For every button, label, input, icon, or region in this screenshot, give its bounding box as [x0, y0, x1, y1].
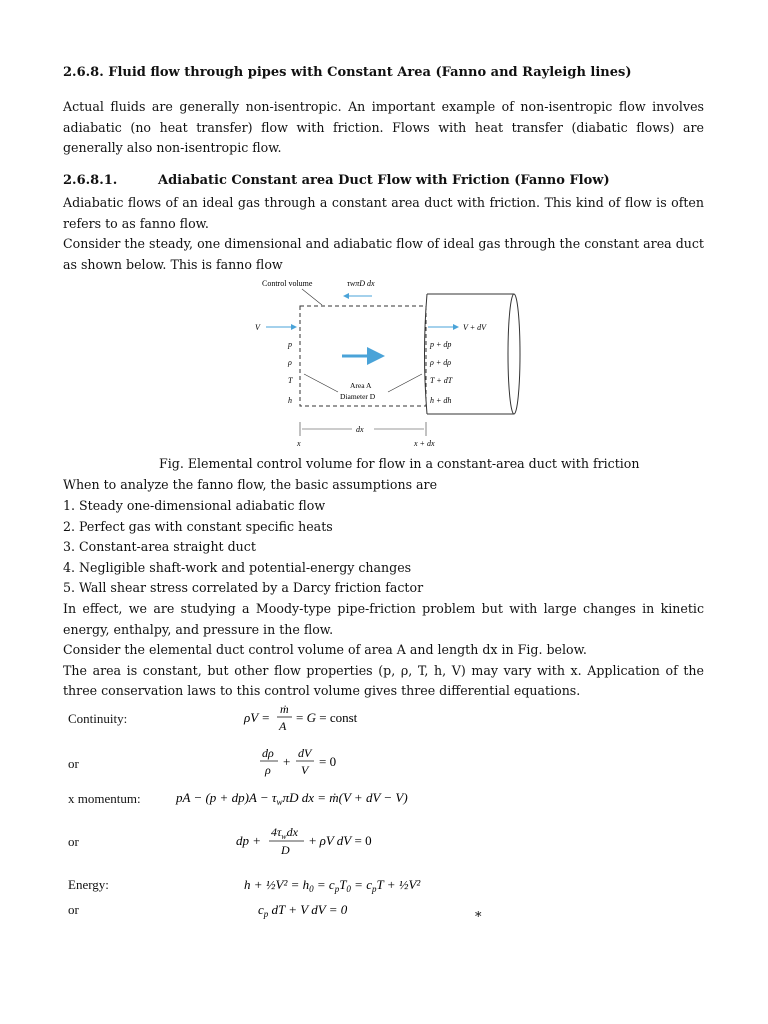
continuity-differential [260, 746, 336, 777]
outlet-h-label: h + dh [430, 396, 452, 405]
continuity-label: Continuity: [68, 711, 128, 726]
list-item: 3. Constant-area straight duct [63, 539, 256, 555]
svg-text:h + ½V² = h0 = cpT0 = cpT + ½V: h + ½V² = $h_0 = c_pT_0 = c_pT$ + ½V² [244, 877, 421, 894]
subsection-number: 2.6.8.1. [63, 173, 118, 188]
duct-end-ellipse [508, 294, 520, 414]
list-item: 1. Steady one-dimensional adiabatic flow [63, 498, 326, 513]
intro-paragraph: Actual fluids are generally non-isentropic. An important example of non-isentropic flow involves adiabatic (no heat transfer) flow with friction. Flows with heat transfer (diabatic flows) are generally also non-isentropic flow. [63, 99, 704, 156]
outlet-p-label: p + dp [430, 340, 452, 349]
area-leader-left [304, 374, 338, 392]
diameter-label: Diameter D [340, 392, 376, 401]
svg-text:= 0: = 0 [319, 754, 337, 769]
fanno-paragraphs [63, 193, 704, 275]
svg-text:cp dT + V dV = 0: $c_p$ dT + V dV = 0 [258, 902, 348, 919]
shear-label: τwπD dx [347, 279, 375, 288]
energy-label: Energy: [68, 877, 109, 892]
svg-text:pA − (p + dp)A − τwπD dx = ṁ(V: pA − $(p + dp)A - \tau_w\pi D$ dx = ṁ(V + dV − V) [176, 790, 408, 807]
duct-left-edge [425, 294, 428, 414]
momentum-equation [175, 790, 408, 807]
assumptions-list [63, 496, 423, 599]
list-item: 2. Perfect gas with constant specific heats [63, 518, 333, 534]
moody-paragraphs [63, 599, 704, 702]
paragraph-consider: Consider the elemental duct control volume of area A and length dx in Fig. below. [63, 642, 587, 658]
control-volume-figure [252, 274, 522, 454]
control-volume-label: Control volume [262, 279, 313, 288]
or-label-2: or [68, 834, 79, 849]
svg-text:dV: dV [298, 746, 312, 760]
list-item: 4. Negligible shaft-work and potential-energy changes [63, 559, 412, 575]
svg-text:= G = const: = G = const [296, 710, 358, 725]
svg-text:+ ρV dV = 0: + ρV dV = 0 [309, 833, 372, 848]
energy-equation [244, 877, 421, 894]
svg-text:ρ: ρ [265, 763, 271, 777]
or-label-3: or [68, 902, 79, 917]
inlet-t-label: T [288, 376, 293, 385]
section-heading: 2.6.8. Fluid flow through pipes with Constant Area (Fanno and Rayleigh lines) [63, 65, 632, 80]
svg-text:D: D [281, 843, 290, 857]
x-dx-label: x + dx [414, 439, 435, 448]
inlet-rho-label: ρ [288, 358, 292, 367]
x-label: x [297, 439, 301, 448]
svg-text:ṁ: ṁ [280, 702, 289, 716]
dx-label: dx [356, 425, 364, 434]
continuity-equation [243, 702, 358, 733]
area-label: Area A [350, 381, 372, 390]
inlet-h-label: h [288, 396, 292, 405]
control-volume-leader [302, 289, 322, 305]
outlet-t-label: T + dT [430, 376, 453, 385]
svg-text:A: A [279, 719, 287, 733]
area-leader-right [388, 374, 422, 392]
footnote-mark: * [475, 910, 482, 925]
outlet-v-label: V + dV [463, 323, 487, 332]
fanno-paragraph-1: Adiabatic flows of an ideal gas through a constant area duct with friction. This kind of flow is often refers to as fanno flow. [63, 195, 704, 231]
or-label-1: or [68, 756, 79, 771]
equations-svg [66, 702, 526, 932]
svg-text:V: V [301, 763, 309, 777]
paragraph-area: The area is constant, but other flow properties (p, ρ, T, h, V) may vary with x. Application of the three conservation laws to this control volume gives three differential equations. [63, 662, 704, 699]
svg-text:4τwdx: $4\tau_wdx$ [271, 825, 298, 841]
svg-text:ρV =: ρV = [244, 710, 270, 725]
list-item: 5. Wall shear stress correlated by a Darcy friction factor [63, 580, 424, 596]
inlet-p-label: p [288, 340, 292, 349]
svg-text:dp +: dp + [236, 833, 262, 848]
energy-differential [258, 902, 348, 919]
svg-text:+: + [283, 754, 291, 769]
assumptions-intro: When to analyze the fanno flow, the basic assumptions are [63, 477, 438, 492]
subsection-heading [63, 173, 610, 188]
subsection-title: Adiabatic Constant area Duct Flow with Friction (Fanno Flow) [158, 173, 610, 188]
momentum-differential [236, 825, 372, 857]
equations-block [66, 702, 526, 932]
paragraph-moody: In effect, we are studying a Moody-type pipe-friction problem but with large changes in kinetic energy, enthalpy, and pressure in the flow. [63, 601, 704, 637]
inlet-v-label: V [255, 323, 260, 332]
momentum-label: x momentum: [68, 791, 141, 806]
svg-text:dρ: dρ [262, 746, 274, 760]
figure-caption: Fig. Elemental control volume for flow in a constant-area duct with friction [159, 456, 640, 471]
outlet-rho-label: ρ + dρ [430, 358, 452, 367]
fanno-paragraph-2: Consider the steady, one dimensional and adiabatic flow of ideal gas through the constant area duct as shown below. This is fanno flow [63, 236, 704, 272]
